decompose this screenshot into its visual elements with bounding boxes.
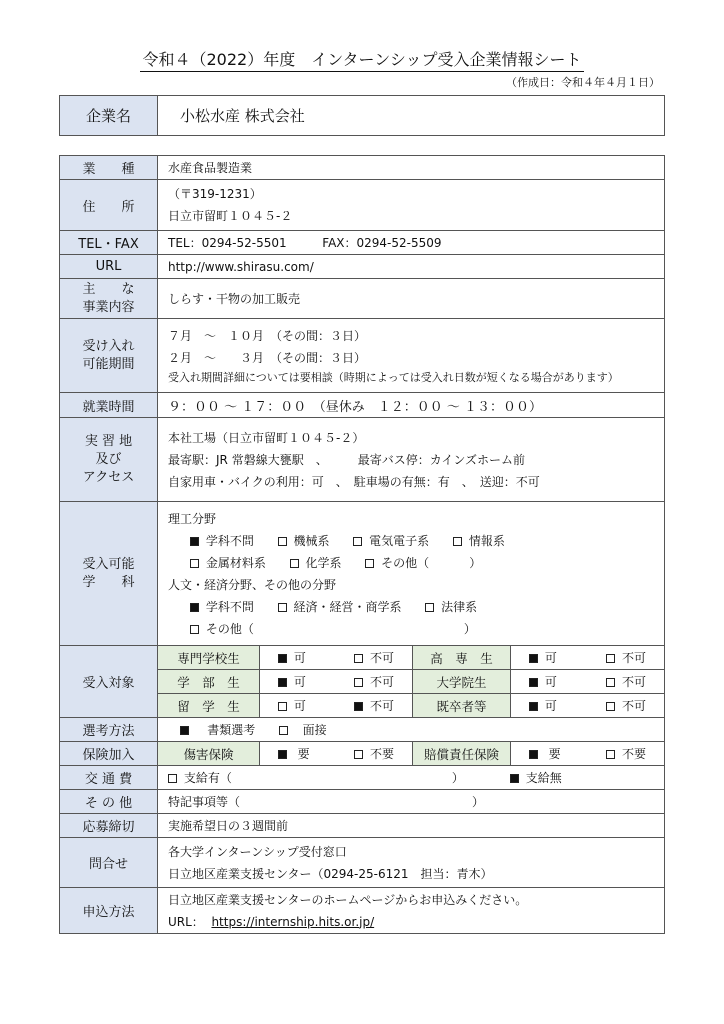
target-check: 可 不可 xyxy=(511,646,665,670)
checkbox-icon[interactable] xyxy=(365,559,374,568)
insurance-label: 保険加入 xyxy=(60,742,158,766)
checkbox-icon[interactable] xyxy=(190,559,199,568)
period-label: 受け入れ 可能期間 xyxy=(60,319,158,393)
period-line-2: ２月 ～ ３月 （その間：３日） xyxy=(168,350,367,365)
target-name: 大学院生 xyxy=(413,670,511,694)
url-label: URL xyxy=(60,255,158,279)
company-name: 小松水産 株式会社 xyxy=(158,96,665,136)
departments-value xyxy=(158,502,665,646)
access-value xyxy=(158,418,665,502)
checkbox-icon[interactable] xyxy=(278,678,287,687)
checkbox-icon[interactable] xyxy=(278,537,287,546)
apply-line-1: 日立地区産業支援センターのホームページからお申込みください。 xyxy=(168,892,528,907)
access-transport: 自家用車・バイクの利用：可 、 駐車場の有無：有 、 送迎：不可 xyxy=(168,474,540,489)
industry-value: 水産食品製造業 xyxy=(158,156,665,180)
insurance-check: 要 不要 xyxy=(260,742,413,766)
company-label: 企業名 xyxy=(60,96,158,136)
checkbox-icon[interactable] xyxy=(425,603,434,612)
industry-label: 業 種 xyxy=(60,156,158,180)
address-zip: （〒319-1231） xyxy=(168,187,262,201)
fax-number: FAX：0294-52-5509 xyxy=(322,236,442,250)
address-value xyxy=(158,180,665,231)
deadline-value: 実施希望日の３週間前 xyxy=(158,814,665,838)
tel-number: TEL：0294-52-5501 xyxy=(168,236,287,250)
business-label: 主 な 事業内容 xyxy=(60,279,158,319)
target-name: 高 専 生 xyxy=(413,646,511,670)
target-check: 可 不可 xyxy=(260,670,413,694)
checkbox-icon[interactable] xyxy=(278,603,287,612)
checkbox-icon[interactable] xyxy=(453,537,462,546)
checkbox-icon[interactable] xyxy=(529,750,538,759)
target-check: 可 不可 xyxy=(511,694,665,718)
hours-value: ９：００ ～ １７：００ （昼休み １２：００ ～ １３：００） xyxy=(158,393,665,418)
checkbox-icon[interactable] xyxy=(606,678,615,687)
checkbox-icon[interactable] xyxy=(529,702,538,711)
period-value xyxy=(158,319,665,393)
checkbox-icon[interactable] xyxy=(168,774,177,783)
selection-value: 書類選考 面接 xyxy=(158,718,665,742)
address-label: 住 所 xyxy=(60,180,158,231)
selection-label: 選考方法 xyxy=(60,718,158,742)
hours-label: 就業時間 xyxy=(60,393,158,418)
sheet-title: 令和４（2022）年度 インターンシップ受入企業情報シート xyxy=(0,50,724,72)
other-value: 特記事項等（ ） xyxy=(158,790,665,814)
science-row-2: 金属材料系 化学系 その他（ ） xyxy=(168,552,654,574)
target-name: 学 部 生 xyxy=(158,670,260,694)
url-value[interactable]: http://www.shirasu.com/ xyxy=(158,255,665,279)
science-row-1: 学科不問 機械系 電気電子系 情報系 xyxy=(168,530,654,552)
target-check: 可 不可 xyxy=(260,646,413,670)
telfax-value xyxy=(158,231,665,255)
humanities-row-1: 学科不問 経済・経営・商学系 法律系 xyxy=(168,596,654,618)
humanities-heading: 人文・経済分野、その他の分野 xyxy=(168,577,337,592)
telfax-label: TEL・FAX xyxy=(60,231,158,255)
checkbox-icon[interactable] xyxy=(353,537,362,546)
checkbox-icon[interactable] xyxy=(606,654,615,663)
address-line: 日立市留町１０４５-２ xyxy=(168,209,293,223)
apply-url-line: URL： https://internship.hits.or.jp/ xyxy=(168,914,375,929)
period-line-1: ７月 ～ １０月 （その間：３日） xyxy=(168,328,367,343)
period-note: 受入れ期間詳細については要相談（時期によっては受入れ日数が短くなる場合があります） xyxy=(168,370,619,384)
checkbox-icon[interactable] xyxy=(278,654,287,663)
checkbox-icon[interactable] xyxy=(529,678,538,687)
targets-label: 受入対象 xyxy=(60,646,158,718)
access-nearest: 最寄駅：JR 常磐線大甕駅 、 最寄バス停：カインズホーム前 xyxy=(168,452,525,467)
target-check: 可 不可 xyxy=(511,670,665,694)
checkbox-icon[interactable] xyxy=(180,726,189,735)
checkbox-icon[interactable] xyxy=(354,654,363,663)
contact-line-1: 各大学インターンシップ受付窓口 xyxy=(168,844,347,859)
apply-label: 申込方法 xyxy=(60,888,158,934)
checkbox-icon[interactable] xyxy=(278,750,287,759)
checkbox-icon[interactable] xyxy=(606,702,615,711)
checkbox-icon[interactable] xyxy=(278,702,287,711)
target-name: 専門学校生 xyxy=(158,646,260,670)
checkbox-icon[interactable] xyxy=(190,625,199,634)
checkbox-icon[interactable] xyxy=(529,654,538,663)
info-table xyxy=(59,155,665,934)
science-heading: 理工分野 xyxy=(168,511,217,526)
checkbox-icon[interactable] xyxy=(190,603,199,612)
checkbox-icon[interactable] xyxy=(279,726,288,735)
created-date: （作成日：令和４年４月１日） xyxy=(506,76,660,89)
apply-value xyxy=(158,888,665,934)
transport-value: 支給有（ ） 支給無 xyxy=(158,766,665,790)
checkbox-icon[interactable] xyxy=(354,702,363,711)
checkbox-icon[interactable] xyxy=(290,559,299,568)
company-table xyxy=(59,95,665,136)
target-check: 可 不可 xyxy=(260,694,413,718)
contact-value xyxy=(158,838,665,888)
other-label: そ の 他 xyxy=(60,790,158,814)
transport-label: 交 通 費 xyxy=(60,766,158,790)
target-name: 留 学 生 xyxy=(158,694,260,718)
apply-url-link[interactable]: https://internship.hits.or.jp/ xyxy=(211,914,375,929)
deadline-label: 応募締切 xyxy=(60,814,158,838)
departments-label: 受入可能 学 科 xyxy=(60,502,158,646)
contact-line-2: 日立地区産業支援センター（0294-25-6121 担当：青木） xyxy=(168,866,493,881)
business-value: しらす・干物の加工販売 xyxy=(158,279,665,319)
checkbox-icon[interactable] xyxy=(354,750,363,759)
checkbox-icon[interactable] xyxy=(354,678,363,687)
insurance-name: 傷害保険 xyxy=(158,742,260,766)
checkbox-icon[interactable] xyxy=(606,750,615,759)
insurance-name: 賠償責任保険 xyxy=(413,742,511,766)
insurance-check: 要 不要 xyxy=(511,742,665,766)
target-name: 既卒者等 xyxy=(413,694,511,718)
humanities-row-2: その他（ ） xyxy=(168,618,654,640)
checkbox-icon[interactable] xyxy=(510,774,519,783)
access-site: 本社工場（日立市留町１０４５-２） xyxy=(168,430,365,445)
access-label: 実 習 地 及び アクセス xyxy=(60,418,158,502)
checkbox-icon[interactable] xyxy=(190,537,199,546)
contact-label: 問合せ xyxy=(60,838,158,888)
